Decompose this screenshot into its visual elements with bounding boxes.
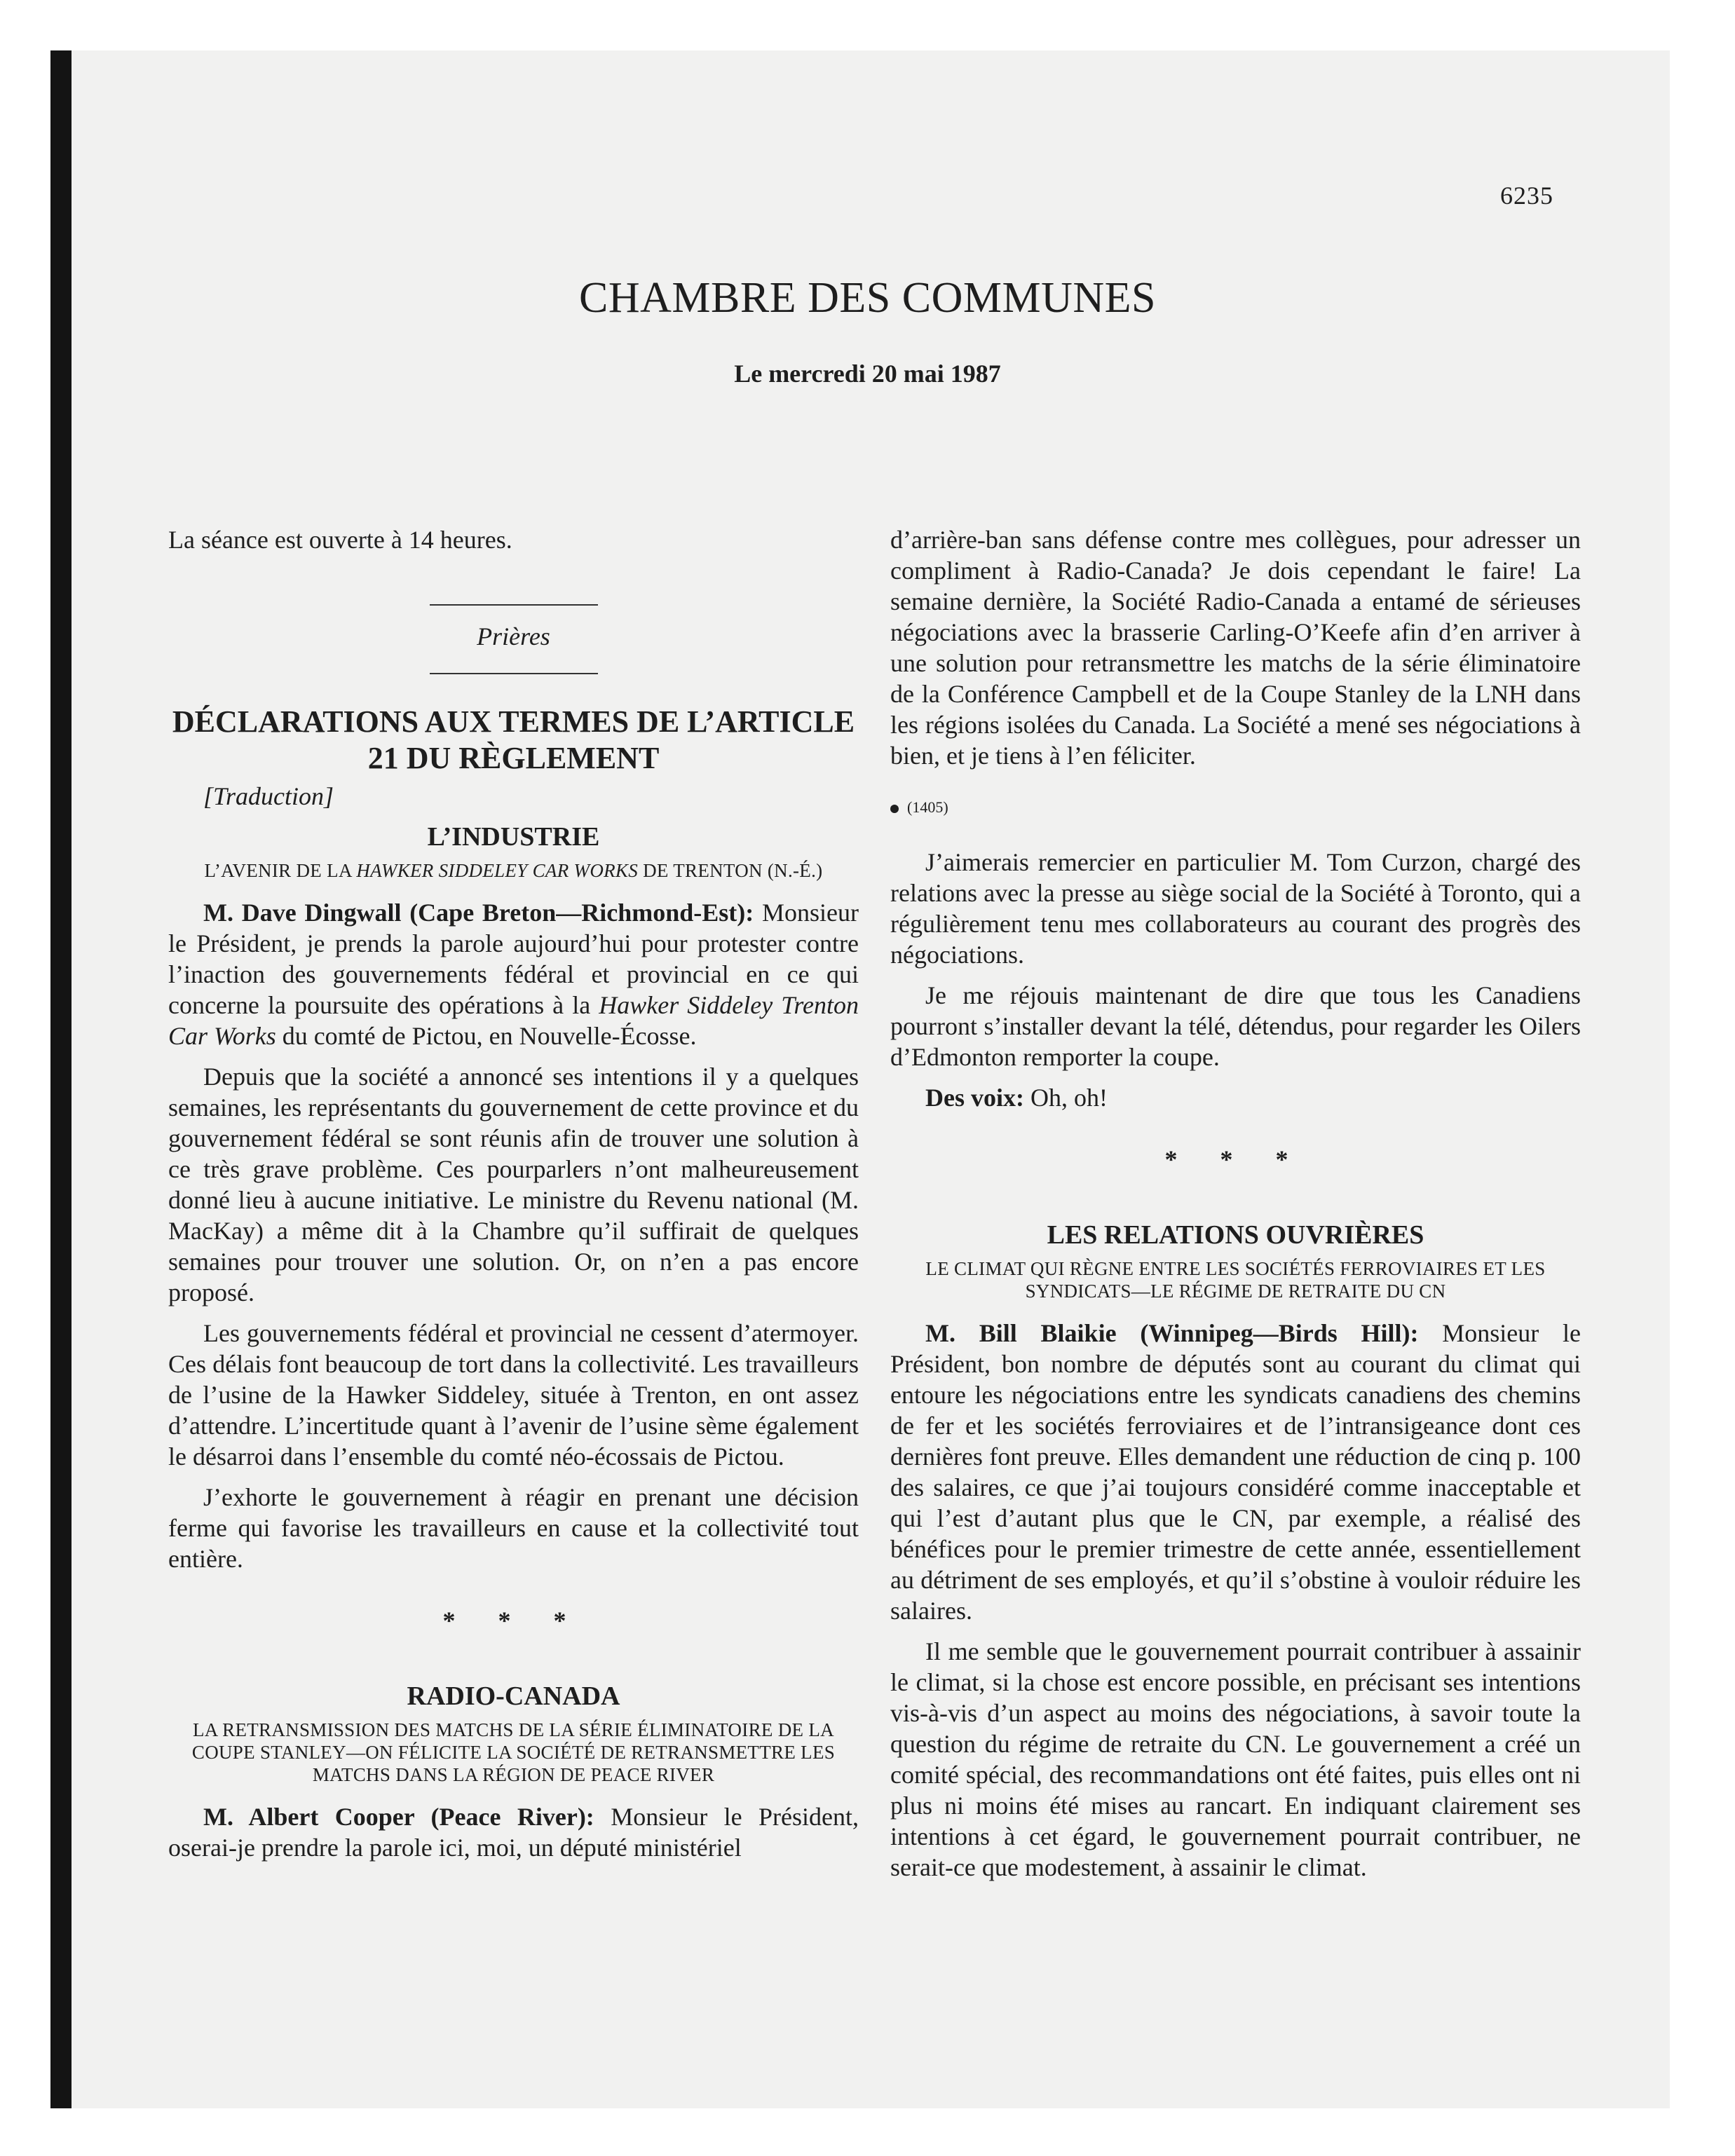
divider-rule <box>430 604 598 606</box>
subtopic-industry: L’AVENIR DE LA HAWKER SIDDELEY CAR WORKS DE TRENTON (N.-É.) <box>204 860 823 881</box>
topic-heading-radio: RADIO-CANADA <box>407 1681 620 1711</box>
opening-statement: La séance est ouverte à 14 heures. <box>168 526 512 554</box>
left-column <box>168 524 859 1873</box>
divider-rule <box>430 673 598 674</box>
speaker-name: M. Albert Cooper (Peace River): <box>203 1803 594 1831</box>
bullet-icon <box>890 805 899 813</box>
right-column <box>890 524 1581 1892</box>
paragraph: Des voix: Oh, oh! <box>925 1084 1108 1112</box>
speaker-name: M. Bill Blaikie (Winnipeg—Birds Hill): <box>925 1319 1419 1347</box>
paragraph: d’arrière-ban sans défense contre mes collègues, pour adresser un compliment à Radio-Canada? Je dois cependant le faire! La semaine dernière, la Société Radio-Canada a entamé de sérieuses négociations avec la brasserie Carling-O’Keefe afin d’en arriver à une solution pour retransmettre les matchs de la série éliminatoire de la Conférence Campbell et de la Coupe Stanley de la LNH dans les régions isolées du Canada. La Société a mené ses négociations à bien, et je tiens à l’en féliciter. <box>890 526 1581 770</box>
time-marker: (1405) <box>890 792 1581 823</box>
paragraph: Depuis que la société a annoncé ses intentions il y a quelques semaines, les représentants du gouvernement de cette province et du gouvernement fédéral se sont réunis afin de trouver une solution à ce très grave problème. Ces pourparlers n’ont malheureusement donné lieu à aucune initiative. Le ministre du Revenu national (M. MacKay) a même dit à la Chambre qu’il suffirait de quelques semaines pour trouver une solution. Or, on n’en a pas encore proposé. <box>168 1063 859 1306</box>
subtopic-radio: LA RETRANSMISSION DES MATCHS DE LA SÉRIE ÉLIMINATOIRE DE LA COUPE STANLEY—ON FÉLICITE LA SOCIÉTÉ DE RETRANSMETTRE LES MATCHS DANS LA RÉGION DE PEACE RIVER <box>191 1719 836 1785</box>
section-heading: DÉCLARATIONS AUX TERMES DE L’ARTICLE 21 DU RÈGLEMENT <box>172 704 855 775</box>
paragraph: M. Dave Dingwall (Cape Breton—Richmond-Est): Monsieur le Président, je prends la parole aujourd’hui pour protester contre l’inaction des gouvernements fédéral et provincial en ce qui concerne la poursuite des opérations à la Hawker Siddeley Trenton Car Works du comté de Pictou, en Nouvelle-Écosse. <box>168 899 859 1050</box>
speaker-name: M. Dave Dingwall (Cape Breton—Richmond-Est): <box>203 899 754 927</box>
paragraph: Les gouvernements fédéral et provincial ne cessent d’atermoyer. Ces délais font beaucoup de tort dans la collectivité. Les travailleurs de l’usine de la Hawker Siddeley, située à Trenton, en ont assez d’attendre. L’incertitude quant à l’avenir de l’usine sème également le désarroi dans l’ensemble du comté néo-écossais de Pictou. <box>168 1319 859 1471</box>
speaker-name: Des voix: <box>925 1084 1024 1112</box>
translation-note: [Traduction] <box>203 782 334 810</box>
paragraph: Je me réjouis maintenant de dire que tous les Canadiens pourront s’installer devant la télé, détendus, pour regarder les Oilers d’Edmonton remporter la coupe. <box>890 981 1581 1071</box>
document-title: CHAMBRE DES COMMUNES <box>578 274 1157 322</box>
prayers-heading: Prières <box>477 622 550 650</box>
paragraph: J’aimerais remercier en particulier M. Tom Curzon, chargé des relations avec la presse au siège social de la Société à Toronto, qui a régulièrement tenu mes collaborateurs au courant des progrès des négociations. <box>890 848 1581 969</box>
paragraph: Il me semble que le gouvernement pourrait contribuer à assainir le climat, si la chose est encore possible, en précisant ses intentions vis-à-vis d’un aspect au moins des négociations, à savoir toute la question du régime de retraite du CN. Le gouvernement a créé un comité spécial, des recommandations ont été faites, puis elles ont ni plus ni moins été mises au rancart. En indiquant clairement ses intentions à cet égard, le gouvernement pourrait contribuer, ne serait-ce que modestement, à assainir le climat. <box>890 1637 1581 1881</box>
sitting-date: Le mercredi 20 mai 1987 <box>734 360 1001 388</box>
paragraph: M. Albert Cooper (Peace River): Monsieur le Président, oserai-je prendre la parole ici, moi, un député ministériel <box>168 1803 859 1862</box>
page-number: 6235 <box>1500 182 1553 210</box>
subtopic-labour: LE CLIMAT QUI RÈGNE ENTRE LES SOCIÉTÉS FERROVIAIRES ET LES SYNDICATS—LE RÉGIME DE RETRAITE DU CN <box>925 1258 1546 1302</box>
section-separator: * * * <box>442 1606 585 1635</box>
topic-heading-labour: LES RELATIONS OUVRIÈRES <box>1047 1220 1424 1250</box>
paragraph: M. Bill Blaikie (Winnipeg—Birds Hill): Monsieur le Président, bon nombre de députés sont au courant du climat qui entoure les négociations entre les syndicats canadiens des chemins de fer et les sociétés ferroviaires et de l’intransigeance dont ces dernières font preuve. Elles demandent une réduction de cinq p. 100 des salaires, ce que j’ai toujours considéré comme inacceptable et qui l’est d’autant plus que le CN, par exemple, a réalisé des bénéfices pour le premier trimestre de cette année, essentiellement au détriment de ses employés, et qu’il s’obstine à vouloir réduire les salaires. <box>890 1319 1581 1625</box>
paragraph: J’exhorte le gouvernement à réagir en prenant une décision ferme qui favorise les travailleurs en cause et la collectivité tout entière. <box>168 1483 859 1573</box>
section-separator: * * * <box>1164 1145 1307 1173</box>
topic-heading-industry: L’INDUSTRIE <box>427 822 600 852</box>
